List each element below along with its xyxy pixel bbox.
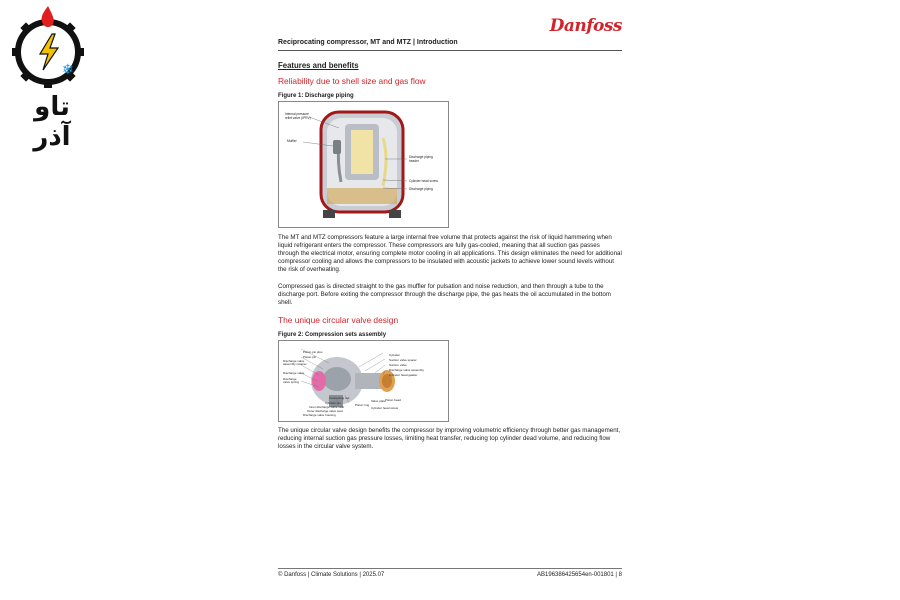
label-dv-spring: Discharge valve spring bbox=[283, 377, 300, 385]
watermark-text: تاو آذر bbox=[33, 92, 71, 152]
flame-icon bbox=[42, 6, 54, 27]
page-header-title: Reciprocating compressor, MT and MTZ | Introduction bbox=[278, 39, 458, 46]
subsection-title-valve-design: The unique circular valve design bbox=[278, 315, 399, 325]
footer-copyright: © Danfoss | Climate Solutions | 2025.07 bbox=[278, 572, 385, 578]
paragraph-valve-design: The unique circular valve design benefits the compressor by improving volumetric efficiency through better gas management, reducing internal suction gas pressure losses, limiting heat transfer, reducing top cylinder dead volume, and reducing flow losses in the circular valve system. bbox=[278, 427, 621, 451]
footer-divider bbox=[278, 568, 622, 569]
watermark-logo bbox=[10, 4, 90, 152]
figure1-image bbox=[278, 101, 449, 228]
figure1-caption: Figure 1: Discharge piping bbox=[278, 93, 354, 99]
label-dv-assembly: Discharge valve assembly bbox=[389, 368, 424, 372]
label-dv-housing: Discharge valve housing bbox=[303, 413, 336, 417]
subsection-title-reliability: Reliability due to shell size and gas flow bbox=[278, 76, 426, 86]
paragraph-compressed-gas: Compressed gas is directed straight to the gas muffler for pulsation and noise reduction, and then through a tube to the discharge port. Before exiting the compressor through the discharge pipe, the gas heats the oil accumulated in the bottom shell. bbox=[278, 283, 611, 307]
label-cylinder-pin: Cylinder pin bbox=[325, 401, 341, 405]
label-piston-pin: Piston pin bbox=[303, 355, 317, 359]
label-inner-dv-seat: Inner discharge valve seat bbox=[309, 405, 345, 409]
label-discharge-valve: Discharge valve bbox=[283, 371, 305, 375]
label-suction-valve: Suction valve bbox=[389, 363, 407, 367]
paragraph-shell-volume: The MT and MTZ compressors feature a large internal free volume that protects against the risk of liquid hammering when liquid refrigerant enters the compressor. These compressors are fully gas-cooled, meaning that all suction gas passes through the electrical motor, ensuring complete motor cooling in all applications. This design eliminates the need for additional compressor cooling and allows the compressors to be insulated with acoustic jackets to achieve lower sound levels without the risk of overheating. bbox=[278, 234, 622, 274]
danfoss-logo: Danfoss bbox=[549, 16, 622, 36]
label-connecting-rod: Connecting rod bbox=[329, 396, 350, 400]
footer-doc-number: AB196386425654en-001801 | 8 bbox=[537, 572, 622, 578]
figure2-caption: Figure 2: Compression sets assembly bbox=[278, 332, 387, 338]
header-divider bbox=[278, 50, 622, 51]
figure2-image bbox=[278, 340, 449, 422]
label-discharge-piping-header: Discharge piping header bbox=[409, 155, 433, 163]
label-piston-pin-plus: Piston pin plus bbox=[303, 350, 323, 354]
label-discharge-piping: Discharge piping bbox=[409, 187, 433, 191]
label-piston-ring: Piston ring bbox=[355, 403, 370, 407]
label-cylinder-head-gasket: Cylinder head gasket bbox=[389, 373, 418, 377]
label-outer-dv-seat: Outer discharge valve seat bbox=[307, 409, 343, 413]
section-title: Features and benefits bbox=[278, 61, 359, 70]
snowflake-icon: ❄ bbox=[62, 62, 74, 78]
label-piston-head: Piston head bbox=[385, 398, 401, 402]
label-cylinder-head-screw-2: Cylinder head screw bbox=[371, 406, 399, 410]
label-iprv: Internal pressure relief valve (IPRV) bbox=[285, 112, 311, 120]
label-dv-assembly-retainer: Discharge valve assembly retainer bbox=[283, 359, 307, 367]
compressor-cutaway-illustration bbox=[279, 102, 448, 227]
gear-bolt-icon bbox=[10, 4, 90, 92]
label-valve-plate: Valve plate bbox=[371, 399, 386, 403]
label-cylinder-head-screw: Cylinder head screw bbox=[409, 179, 438, 183]
label-suction-valve-spacer: Suction valve spacer bbox=[389, 358, 417, 362]
document-page bbox=[278, 0, 622, 600]
label-cylinder: Cylinder bbox=[389, 353, 401, 357]
label-muffler: Muffler bbox=[287, 139, 297, 143]
